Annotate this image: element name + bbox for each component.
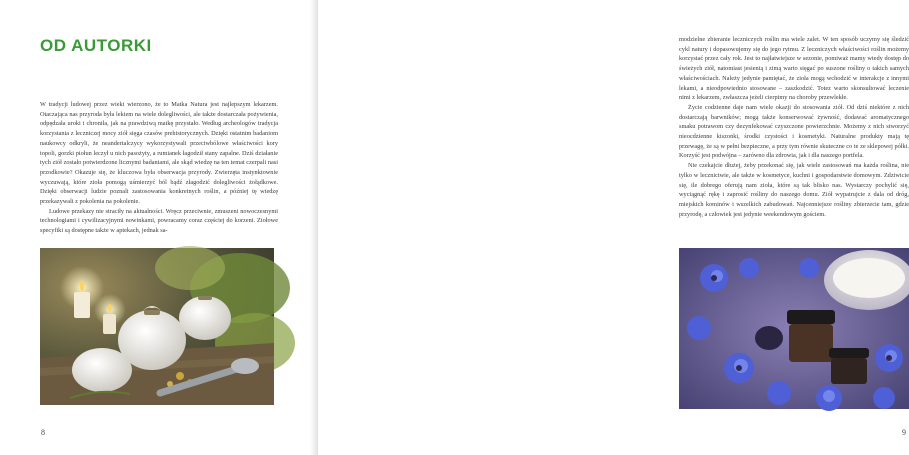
right-paragraph-2: Życie codzienne daje nam wiele okazji do stosowania ziół. Od dziś niektóre z nich dostarczają barwników; mogą także konserwować żywność, dodawać aromatycznego smaku potrawom czy dezynfekować czyszczone powierzchnie. Możemy z nich stworzyć nieocdzienne kiszonki, środki czystości i kosmetyki. Naturalne produkty mają tę przewagę, że są w pełni bezpieczne, a przy tym równie skuteczne co te ze sklepowej półki. Korzyść jest podwójna – zarówno dla zdrowia, jak i dla naszego portfela.	[679, 103, 909, 160]
herbal-compress-photo	[40, 248, 274, 405]
right-page	[318, 0, 909, 455]
right-paragraph-3: Nie czekajcie dłużej, żeby przekonać się, jak wiele zastosowań ma każda roślina, nie tylko w lecznictwie, ale także w kosmetyce, kuchni i gospodarstwie domowym. Zdziwicie się, ile dobrego oferują nam zioła, które są tak blisko nas. Wystarczy pochylić się, wyciągnąć rękę i zaprosić rośliny do naszego domu. Ziół wypatrujcie z dala od dróg, miejskich kominów i wszelkich zabudowań. Najcenniejsze rośliny zbierzecie tam, gdzie przyrodę, a człowiek jest jedynie weekendowym gościem.	[679, 162, 909, 218]
right-paragraph-1: modzielne zbieranie leczniczych roślin ma wiele zalet. W ten sposób uczymy się śledzić cykl natury i dopasowujemy się do jego rytmu. Z leczniczych właściwości roślin możemy korzystać przez cały rok. Jest to najłatwiejsze w sezonie, pomiważ mamy wtedy dostęp do świeżych ziół, natomiast jesienią i zimą warto sięgać po suszone rośliny o takich samych właściwościach. Należy jedynie pamiętać, że zioła mogą wchodzić w interakcje z innymi lekami, a nieodpowiednio stosowane – zaszkodzić. Totez warto skonsultować leczenie nimi z lekarzem, zwłaszcza jeżeli cierpimy na choroby przewlekłe.	[679, 36, 909, 102]
page-title: OD AUTORKI	[40, 36, 152, 55]
page-number-right: 9	[902, 428, 906, 437]
cornflower-cosmetics-photo	[679, 248, 909, 409]
left-paragraph-1: W tradycji ludowej przez wieki wierzono, że to Matka Natura jest najlepszym lekarzem. Otaczająca nas przyroda była lekiem na wiele dolegliwości, ale także dostarczała pożywienia, odpędzała uroki i chroniła, jak na prawdziwą matkę przystało. Według archeologów tradycja korzystania z leczniczej mocy ziół sięga czasów prehistorycznych. Dzięki ostatnim badaniom naukowcy odkryli, że neandertalczycy wykorzystywali przeciwbólowe właściwości kory topoli, gorzki piołun leczył u nich pasożyty, a rumianek łagodził stany zapalne. Dziś działanie tych ziół zostało potwierdzone licznymi badaniami, ale skąd wiedzę na ten temat czerpali nasi przodkowie? Okazuje się, że kluczowa była obserwacja przyrody. Zwierzęta instynktownie wyczuwają, które zioła pomogą uśmierzyć ból bądź złagodzić dolegliwości żołądkowe. Dzięki obserwacji ludzie poznali zastosowania konkretnych roślin, a później tę wiedzę przekazywali z pokolenia na pokolenie.	[40, 101, 278, 206]
page-number-left: 8	[41, 428, 45, 437]
left-page	[0, 0, 317, 455]
right-body-text	[679, 35, 909, 219]
left-paragraph-2: Ludowe przekazy nie straciły na aktualności. Wręcz przeciwnie, zmuszeni nowoczesnymi technologiami i cywilizacyjnymi nowinkami, powracamy coraz częściej do korzeni. Ziołowe specyfiki są dostępne także w aptekach, jednak sa-	[40, 207, 278, 235]
left-body-text	[40, 100, 278, 236]
